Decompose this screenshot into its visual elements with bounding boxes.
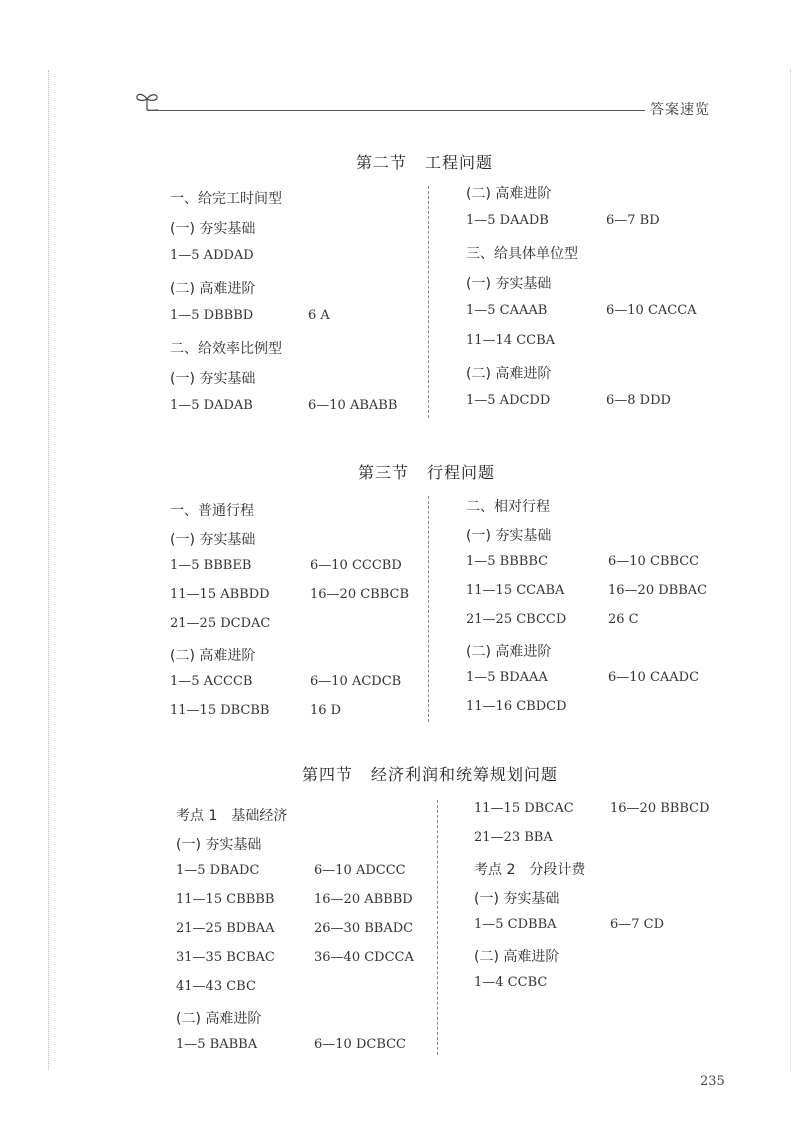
answer-range: 1—5 BBBBC (466, 554, 549, 569)
answer-range: 26 C (608, 612, 639, 627)
subheading: 考点 1 基础经济 (176, 808, 288, 824)
answer-range: 1—5 BABBA (176, 1037, 258, 1052)
page-number: 235 (700, 1074, 725, 1089)
subheading: (一) 夯实基础 (466, 528, 552, 544)
section-name: 经济利润和统筹规划问题 (371, 765, 559, 784)
answer-range: 16—20 BBBCD (610, 801, 710, 816)
answer-range: 1—5 BBBEB (170, 558, 252, 573)
section-name: 工程问题 (425, 153, 494, 172)
answer-range: 11—15 DBCBB (170, 703, 270, 718)
answer-range: 21—25 DCDAC (170, 616, 271, 631)
answer-range: 1—5 DAADB (466, 213, 549, 228)
answer-range: 6—10 CACCA (606, 303, 697, 318)
answer-range: 11—14 CCBA (466, 333, 556, 348)
answer-range: 1—5 CDBBA (474, 917, 557, 932)
subheading: 三、给具体单位型 (466, 246, 578, 262)
section-number: 第四节 (302, 765, 354, 784)
header-rule (150, 110, 645, 111)
answer-range: 11—15 DBCAC (474, 801, 574, 816)
section-name: 行程问题 (427, 463, 496, 482)
subheading: (二) 高难进阶 (466, 644, 552, 660)
column-divider (428, 496, 429, 722)
subheading: (二) 高难进阶 (176, 1011, 262, 1027)
subheading: (二) 高难进阶 (474, 949, 560, 965)
answer-range: 6 A (308, 308, 330, 323)
column-divider (437, 800, 438, 1055)
subheading: 一、给完工时间型 (170, 191, 282, 207)
subheading: (一) 夯实基础 (474, 891, 560, 907)
answer-range: 1—5 DBBBD (170, 308, 254, 323)
answer-range: 6—10 ACDCB (310, 674, 402, 689)
answer-range: 11—15 CCABA (466, 583, 565, 598)
subheading: (一) 夯实基础 (176, 837, 262, 853)
subheading: (二) 高难进阶 (170, 648, 256, 664)
answer-range: 21—23 BBA (474, 830, 553, 845)
answer-range: 1—5 DBADC (176, 863, 260, 878)
section-number: 第三节 (358, 463, 410, 482)
answer-range: 6—10 DCBCC (314, 1037, 407, 1052)
answer-range: 1—5 DADAB (170, 398, 253, 413)
right-margin-line (790, 70, 793, 1070)
section-title-3 (358, 460, 495, 483)
left-margin-line (48, 70, 51, 1070)
answer-range: 31—35 BCBAC (176, 950, 275, 965)
answer-range: 21—25 CBCCD (466, 612, 567, 627)
answer-range: 16—20 DBBAC (608, 583, 708, 598)
header-title: 答案速览 (650, 102, 710, 118)
column-divider (428, 186, 429, 418)
section-title-2 (356, 150, 493, 173)
subheading: (一) 夯实基础 (170, 532, 256, 548)
subheading: (一) 夯实基础 (170, 371, 256, 387)
answer-range: 1—5 ACCCB (170, 674, 253, 689)
subheading: 二、给效率比例型 (170, 341, 282, 357)
answer-range: 6—7 BD (606, 213, 660, 228)
subheading: (一) 夯实基础 (170, 221, 256, 237)
answer-range: 16—20 ABBBD (314, 892, 413, 907)
answer-range: 1—5 ADCDD (466, 393, 551, 408)
answer-range: 6—7 CD (610, 917, 665, 932)
subheading: (二) 高难进阶 (466, 366, 552, 382)
answer-range: 6—8 DDD (606, 393, 671, 408)
answer-range: 21—25 BDBAA (176, 921, 275, 936)
answer-range: 16 D (310, 703, 342, 718)
answer-range: 26—30 BBADC (314, 921, 414, 936)
subheading: (一) 夯实基础 (466, 276, 552, 292)
section-title-4 (302, 762, 558, 785)
answer-range: 36—40 CDCCA (314, 950, 414, 965)
answer-range: 11—16 CBDCD (466, 699, 567, 714)
subheading: 二、相对行程 (466, 499, 550, 515)
answer-range: 6—10 CCCBD (310, 558, 402, 573)
answer-range: 6—10 CAADC (608, 670, 700, 685)
answer-range: 1—5 ADDAD (170, 248, 254, 263)
answer-range: 6—10 ADCCC (314, 863, 406, 878)
answer-range: 1—5 BDAAA (466, 670, 548, 685)
answer-range: 41—43 CBC (176, 979, 256, 994)
subheading: 一、普通行程 (170, 503, 254, 519)
answer-range: 1—4 CCBC (474, 975, 548, 990)
answer-range: 6—10 ABABB (308, 398, 398, 413)
answer-range: 11—15 CBBBB (176, 892, 275, 907)
answer-range: 6—10 CBBCC (608, 554, 700, 569)
subheading: 考点 2 分段计费 (474, 862, 586, 878)
answer-range: 11—15 ABBDD (170, 587, 270, 602)
answer-range: 16—20 CBBCB (310, 587, 410, 602)
subheading: (二) 高难进阶 (466, 186, 552, 202)
section-number: 第二节 (356, 153, 408, 172)
answer-range: 1—5 CAAAB (466, 303, 548, 318)
subheading: (二) 高难进阶 (170, 281, 256, 297)
